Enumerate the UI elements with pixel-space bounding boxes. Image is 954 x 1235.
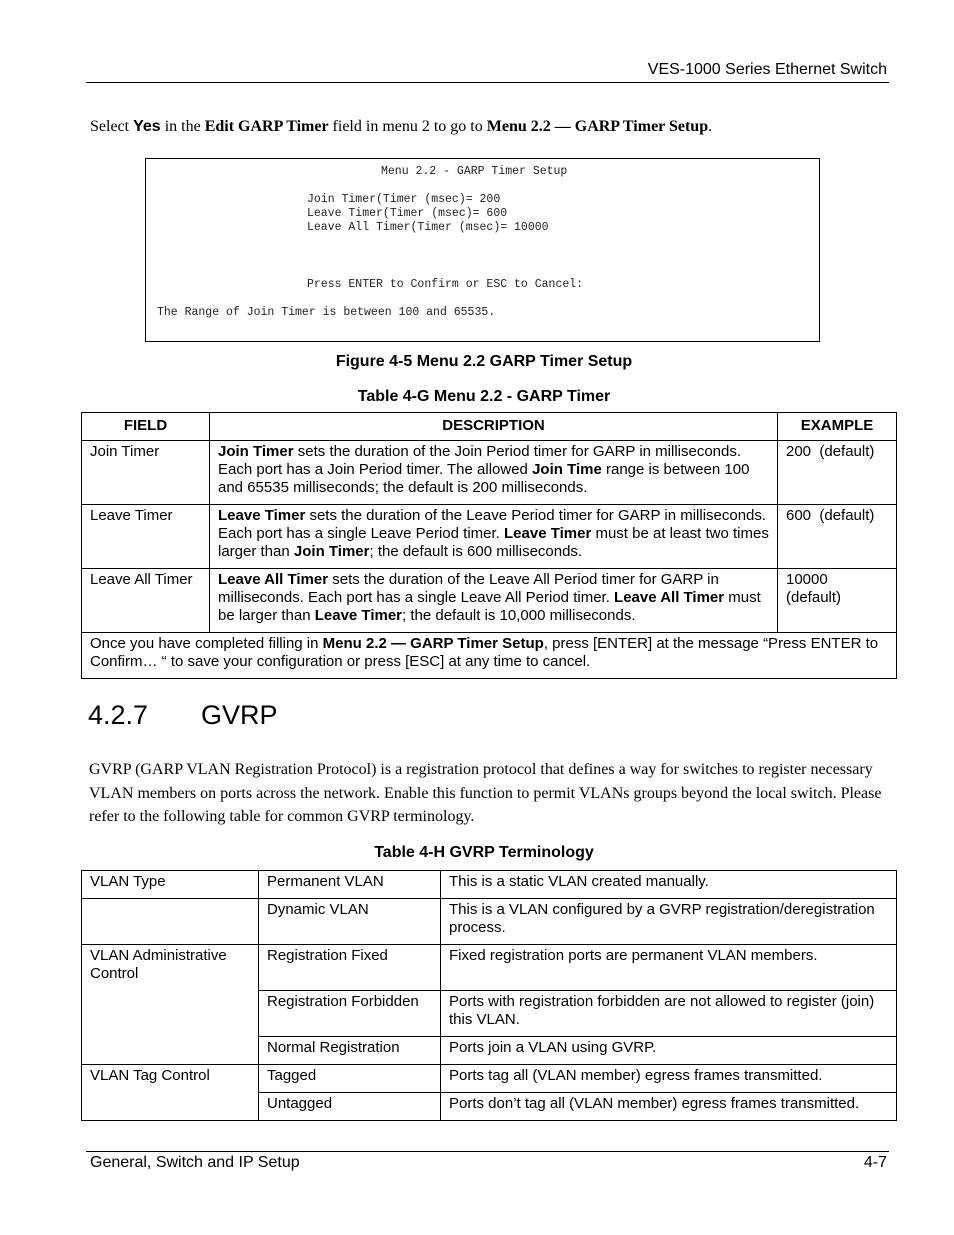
term-description: This is a VLAN configured by a GVRP registration/deregistration process. (441, 899, 897, 945)
term-name: Registration Fixed (259, 945, 441, 991)
garp-timer-table (81, 412, 897, 679)
field-cell: Leave All Timer (82, 569, 210, 633)
header-field: FIELD (82, 413, 210, 441)
intro-text: field in menu 2 to go to (328, 118, 487, 135)
term-name: Dynamic VLAN (259, 899, 441, 945)
term-name: Untagged (259, 1093, 441, 1121)
description-cell: Leave Timer sets the duration of the Leave Period timer for GARP in milliseconds. Each port has a single Leave Period timer. Leave Timer must be at least two times larger than Join Timer; the default is 600 milliseconds. (210, 505, 778, 569)
table-row (82, 441, 897, 505)
field-cell: Join Timer (82, 441, 210, 505)
term-name: Normal Registration (259, 1037, 441, 1065)
intro-yes-label: Yes (133, 118, 161, 135)
terminal-title: Menu 2.2 - GARP Timer Setup (381, 165, 568, 178)
term-description: Ports with registration forbidden are not allowed to register (join) this VLAN. (441, 991, 897, 1037)
term-description: This is a static VLAN created manually. (441, 871, 897, 899)
term-category: VLAN Administrative Control (82, 945, 259, 1065)
table-row (82, 505, 897, 569)
terminal-leave-timer: Leave Timer(Timer (msec)= 600 (307, 207, 508, 220)
term-description: Ports don’t tag all (VLAN member) egress frames transmitted. (441, 1093, 897, 1121)
section-title: GVRP (201, 700, 278, 730)
table-note-row (82, 633, 897, 679)
example-cell: 200 (default) (778, 441, 897, 505)
table-h-caption: Table 4-H GVRP Terminology (374, 844, 594, 861)
table-header-row (82, 413, 897, 441)
term-description: Ports tag all (VLAN member) egress frames transmitted. (441, 1065, 897, 1093)
term-name: Tagged (259, 1065, 441, 1093)
header-description: DESCRIPTION (210, 413, 778, 441)
terminal-join-timer: Join Timer(Timer (msec)= 200 (307, 193, 501, 206)
section-heading (88, 700, 278, 731)
example-cell: 600 (default) (778, 505, 897, 569)
intro-text: . (708, 118, 713, 135)
example-cell: 10000 (default) (778, 569, 897, 633)
table-row (82, 871, 897, 899)
table-row (82, 1065, 897, 1093)
term-category (82, 899, 259, 945)
table-note: Once you have completed filling in Menu 2.2 — GARP Timer Setup, press [ENTER] at the message “Press ENTER to Confirm… “ to save your configuration or press [ESC] at any time to cancel. (82, 633, 897, 679)
intro-text: Select (90, 118, 134, 135)
table-row (82, 945, 897, 991)
table-g-caption: Table 4-G Menu 2.2 - GARP Timer (357, 388, 611, 405)
table-row (82, 569, 897, 633)
header-example: EXAMPLE (778, 413, 897, 441)
term-description: Fixed registration ports are permanent VLAN members. (441, 945, 897, 991)
description-cell: Join Timer sets the duration of the Join Period timer for GARP in milliseconds. Each port has a Join Period timer. The allowed Join Time range is between 100 and 65535 milliseconds; the default is 200 milliseconds. (210, 441, 778, 505)
term-category: VLAN Tag Control (82, 1065, 259, 1121)
page-header-title: VES-1000 Series Ethernet Switch (647, 61, 887, 78)
footer-divider (86, 1151, 889, 1152)
term-name: Registration Forbidden (259, 991, 441, 1037)
term-category: VLAN Type (82, 871, 259, 899)
intro-sentence (90, 118, 712, 136)
header-divider (86, 82, 889, 83)
intro-menu-name: Menu 2.2 — GARP Timer Setup (486, 118, 709, 135)
description-cell: Leave All Timer sets the duration of the Leave All Period timer for GARP in milliseconds. Each port has a single Leave All Period timer. Leave All Timer must be larger than Leave Timer; the default is 10,000 milliseconds. (210, 569, 778, 633)
term-description: Ports join a VLAN using GVRP. (441, 1037, 897, 1065)
terminal-screen (145, 158, 820, 342)
section-number: 4.2.7 (88, 700, 149, 730)
footer-page-number: 4-7 (863, 1154, 887, 1171)
intro-text: in the (160, 118, 205, 135)
field-cell: Leave Timer (82, 505, 210, 569)
figure-caption: Figure 4-5 Menu 2.2 GARP Timer Setup (335, 353, 633, 370)
footer-chapter-title: General, Switch and IP Setup (90, 1154, 300, 1171)
terminal-range-message: The Range of Join Timer is between 100 and 65535. (157, 306, 496, 319)
gvrp-paragraph: GVRP (GARP VLAN Registration Protocol) is a registration protocol that defines a way for switches to register necessary VLAN members on ports across the network. Enable this function to permit VLANs groups beyond the local switch. Please refer to the following table for common GVRP terminology. (89, 761, 882, 825)
intro-field-name: Edit GARP Timer (204, 118, 329, 135)
term-name: Permanent VLAN (259, 871, 441, 899)
gvrp-terminology-table (81, 870, 897, 1121)
terminal-prompt: Press ENTER to Confirm or ESC to Cancel: (307, 278, 584, 291)
table-row (82, 899, 897, 945)
terminal-leave-all-timer: Leave All Timer(Timer (msec)= 10000 (307, 221, 549, 234)
